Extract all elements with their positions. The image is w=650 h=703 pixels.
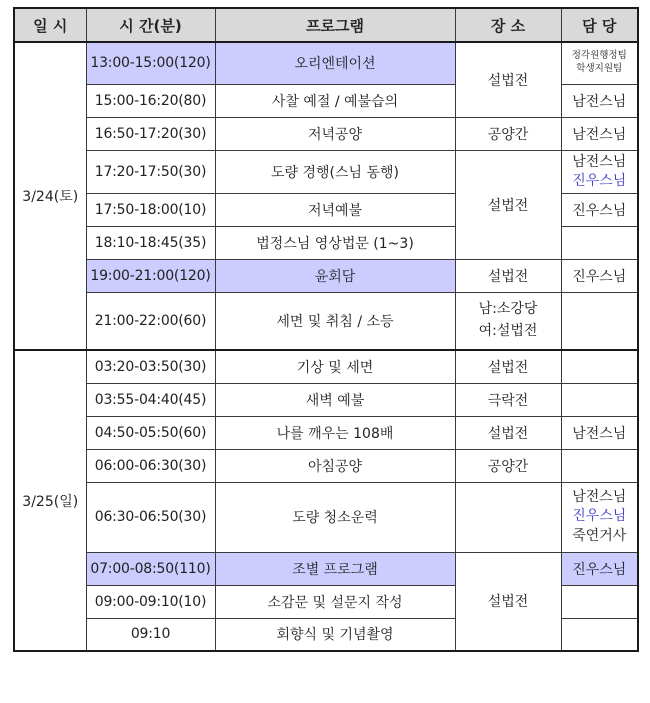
person-name: 진우스님 xyxy=(572,172,627,189)
time-cell: 06:30-06:50(30) xyxy=(86,482,215,552)
table-row xyxy=(14,552,638,585)
table-row xyxy=(14,259,638,292)
date-cell-day2: 3/25(일) xyxy=(14,350,86,651)
time-cell: 18:10-18:45(35) xyxy=(86,226,215,259)
table-row xyxy=(14,482,638,552)
person-cell xyxy=(561,585,638,618)
place-cell: 설법전 xyxy=(455,42,561,117)
table-row xyxy=(14,117,638,150)
person-cell xyxy=(561,350,638,383)
person-cell: 진우스님 xyxy=(561,552,638,585)
header-date: 일 시 xyxy=(14,8,86,42)
person-cell xyxy=(561,292,638,350)
program-cell: 나를 깨우는 108배 xyxy=(215,416,455,449)
program-cell: 윤회담 xyxy=(215,259,455,292)
person-cell xyxy=(561,383,638,416)
table-row xyxy=(14,350,638,383)
person-cell xyxy=(561,618,638,651)
program-cell: 소감문 및 설문지 작성 xyxy=(215,585,455,618)
person-cell: 남전스님 xyxy=(561,416,638,449)
time-cell: 06:00-06:30(30) xyxy=(86,449,215,482)
place-cell: 설법전 xyxy=(455,416,561,449)
header-row xyxy=(14,8,638,42)
program-cell: 저녁공양 xyxy=(215,117,455,150)
time-cell: 09:00-09:10(10) xyxy=(86,585,215,618)
place-cell xyxy=(455,482,561,552)
program-cell: 기상 및 세면 xyxy=(215,350,455,383)
person-name: 남전스님 xyxy=(572,153,627,170)
person-cell xyxy=(561,42,638,84)
header-time: 시 간(분) xyxy=(86,8,215,42)
program-cell: 조별 프로그램 xyxy=(215,552,455,585)
place-cell: 설법전 xyxy=(455,259,561,292)
program-cell: 오리엔테이션 xyxy=(215,42,455,84)
time-cell: 21:00-22:00(60) xyxy=(86,292,215,350)
place-cell: 설법전 xyxy=(455,552,561,651)
program-cell: 저녁예불 xyxy=(215,193,455,226)
person-cell xyxy=(561,226,638,259)
time-cell: 15:00-16:20(80) xyxy=(86,84,215,117)
time-cell: 03:20-03:50(30) xyxy=(86,350,215,383)
table-row xyxy=(14,449,638,482)
program-cell: 새벽 예불 xyxy=(215,383,455,416)
program-cell: 회향식 및 기념촬영 xyxy=(215,618,455,651)
program-cell: 사찰 예절 / 예불습의 xyxy=(215,84,455,117)
program-cell: 아침공양 xyxy=(215,449,455,482)
person-cell xyxy=(561,449,638,482)
program-cell: 법정스님 영상법문 (1~3) xyxy=(215,226,455,259)
program-cell: 세면 및 취침 / 소등 xyxy=(215,292,455,350)
schedule-table xyxy=(13,7,639,652)
place-cell: 설법전 xyxy=(455,350,561,383)
place-name: 남:소강당 xyxy=(478,301,538,318)
person-cell: 남전스님 xyxy=(561,84,638,117)
header-place: 장 소 xyxy=(455,8,561,42)
place-cell: 공양간 xyxy=(455,449,561,482)
person-cell xyxy=(561,150,638,193)
place-cell: 설법전 xyxy=(455,150,561,259)
time-cell: 04:50-05:50(60) xyxy=(86,416,215,449)
time-cell: 03:55-04:40(45) xyxy=(86,383,215,416)
time-cell: 16:50-17:20(30) xyxy=(86,117,215,150)
table-row xyxy=(14,383,638,416)
header-program: 프로그램 xyxy=(215,8,455,42)
table-row xyxy=(14,42,638,84)
table-row xyxy=(14,416,638,449)
header-person: 담 당 xyxy=(561,8,638,42)
time-cell: 19:00-21:00(120) xyxy=(86,259,215,292)
person-cell: 남전스님 xyxy=(561,117,638,150)
place-cell: 공양간 xyxy=(455,117,561,150)
person-name: 남전스님 xyxy=(572,488,627,505)
place-name: 여:설법전 xyxy=(478,322,538,339)
person-cell xyxy=(561,482,638,552)
program-cell: 도량 청소운력 xyxy=(215,482,455,552)
person-name: 죽연거사 xyxy=(572,527,627,544)
time-cell: 17:20-17:50(30) xyxy=(86,150,215,193)
date-cell-day1: 3/24(토) xyxy=(14,42,86,350)
table-row xyxy=(14,292,638,350)
table-row xyxy=(14,150,638,193)
place-cell xyxy=(455,292,561,350)
time-cell: 07:00-08:50(110) xyxy=(86,552,215,585)
person-cell: 진우스님 xyxy=(561,259,638,292)
person-cell: 진우스님 xyxy=(561,193,638,226)
person-name: 정각원행정팀 xyxy=(571,50,627,62)
time-cell: 09:10 xyxy=(86,618,215,651)
time-cell: 13:00-15:00(120) xyxy=(86,42,215,84)
person-name: 학생지원팀 xyxy=(576,63,623,75)
time-cell: 17:50-18:00(10) xyxy=(86,193,215,226)
place-cell: 극락전 xyxy=(455,383,561,416)
program-cell: 도량 경행(스님 동행) xyxy=(215,150,455,193)
person-name: 진우스님 xyxy=(572,508,627,525)
